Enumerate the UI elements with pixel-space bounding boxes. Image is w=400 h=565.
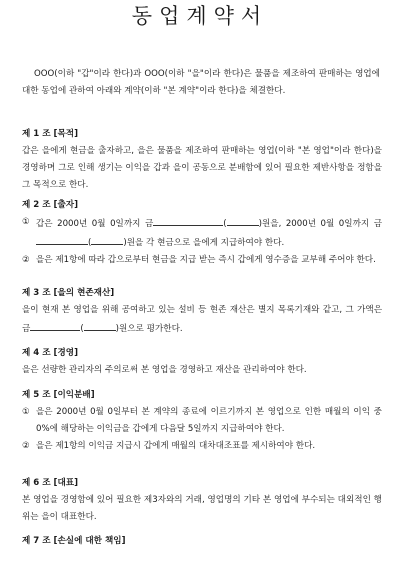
amount-blank <box>36 233 88 245</box>
clause-number: ① <box>22 407 30 417</box>
article-1-body: 갑은 을에게 현금을 출자하고, 을은 물품을 제조하여 판매하는 영업(이하 "본 영업"이라 한다)을 경영하며 그로 인해 생기는 이익을 갑과 을이 공동으로 분배함에 있어 필요한 제반사항을 정함을 그 목적으로 한다. <box>22 146 382 190</box>
clause-text: 을은 제1항에 따라 갑으로부터 현금을 지급 받는 즉시 갑에게 영수증을 교부해 주어야 한다. <box>36 255 376 265</box>
article-4 <box>22 345 382 379</box>
article-5-clause-1 <box>22 404 382 438</box>
article-3-heading: 제 3 조 [을의 현존재산] <box>22 288 115 298</box>
article-2-clause-1 <box>22 214 382 252</box>
amount-blank <box>153 214 223 226</box>
clause-number: ② <box>22 441 30 451</box>
clause-text: 갑은 2000년 0월 0일까지 금 ( )원을, 2000년 0월 0일까지 금( )원을 각 현금으로 을에게 지급하여야 한다. <box>36 214 382 252</box>
article-5 <box>22 387 382 455</box>
preamble-text: OOO(이하 "갑"이라 한다)과 OOO(이하 "을"이라 한다)은 물품을 제조하여 판매하는 영업에 대한 동업에 관하여 아래와 계약(이하 "본 계약"이라 한다)을 체결한다. <box>22 69 380 96</box>
article-3-body: 을이 현재 본 영업을 위해 공여하고 있는 설비 등 현존 재산은 별지 목록기재와 같고, 그 가액은 금 ( )원으로 평가한다. <box>22 305 382 334</box>
article-4-heading: 제 4 조 [경영] <box>22 348 79 358</box>
article-4-body: 을은 선량한 관리자의 주의로써 본 영업을 경영하고 재산을 관리하여야 한다. <box>22 365 307 375</box>
article-5-heading: 제 5 조 [이익분배] <box>22 390 95 400</box>
article-1 <box>22 126 382 194</box>
article-2 <box>22 197 382 269</box>
article-2-clause-2 <box>22 252 382 269</box>
article-7-heading: 제 7 조 [손실에 대한 책임] <box>22 536 126 546</box>
article-3 <box>22 285 382 338</box>
valuation-blank <box>30 319 80 331</box>
article-6-heading: 제 6 조 [대표] <box>22 478 79 488</box>
clause-number: ① <box>22 217 30 227</box>
clause-text: 을은 제1항의 이익금 지급시 갑에게 매월의 대차대조표를 제시하여야 한다. <box>36 441 316 451</box>
clause-text: 을은 2000년 0월 0일부터 본 계약의 종료에 이르기까지 본 영업으로 인한 매월의 이익 중 0%에 해당하는 이익금을 갑에게 다음달 5일까지 지급하여야 한다. <box>36 407 382 434</box>
article-2-heading: 제 2 조 [출자] <box>22 200 79 210</box>
amount-words-blank <box>91 233 123 245</box>
document-title: 동업계약서 <box>131 4 269 28</box>
article-5-clause-2 <box>22 438 382 455</box>
clause-number: ② <box>22 255 30 265</box>
article-1-heading: 제 1 조 [목적] <box>22 129 79 139</box>
article-7 <box>22 533 382 550</box>
article-6-body: 본 영업을 경영함에 있어 필요한 제3자와의 거래, 영업명의 기타 본 영업에 부수되는 대외적인 행위는 을이 대표한다. <box>22 495 382 522</box>
article-6 <box>22 475 382 526</box>
valuation-words-blank <box>84 319 116 331</box>
preamble <box>22 66 380 100</box>
amount-words-blank <box>227 214 259 226</box>
